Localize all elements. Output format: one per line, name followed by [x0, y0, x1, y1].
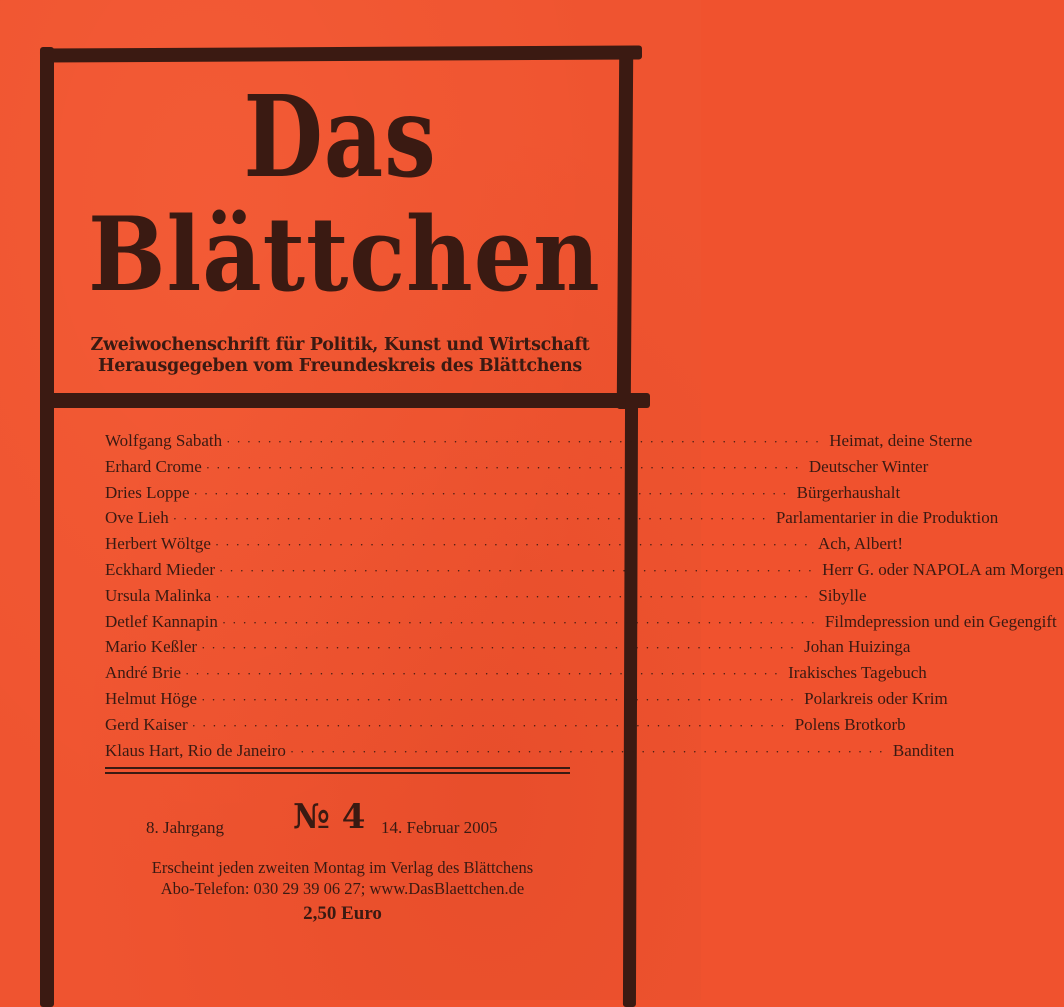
- frame-top-border: [40, 45, 642, 62]
- toc-author: Dries Loppe: [105, 482, 190, 502]
- toc-title: Banditen: [892, 740, 955, 760]
- toc-entry: [105, 663, 927, 689]
- toc-author: Gerd Kaiser: [105, 714, 188, 734]
- toc-entry: [105, 637, 911, 663]
- toc-author: Klaus Hart, Rio de Janeiro: [105, 740, 286, 760]
- toc-leader-dots: ··························································: [201, 691, 801, 707]
- toc-entry: [105, 431, 973, 457]
- toc-author: André Brie: [105, 663, 182, 683]
- toc-author: Detlef Kannapin: [105, 611, 218, 631]
- toc-leader-dots: ··························································: [205, 459, 805, 475]
- toc-entry: [105, 585, 867, 612]
- toc-leader-dots: ··························································: [221, 614, 821, 630]
- masthead-subtitle-line1: Zweiwochenschrift für Politik, Kunst und Wirtschaft: [90, 335, 590, 355]
- frame-left-border: [40, 47, 54, 1007]
- toc-author: Helmut Höge: [105, 688, 198, 708]
- toc-title: Irakisches Tagebuch: [788, 663, 927, 683]
- toc-title: Ach, Albert!: [818, 534, 903, 554]
- toc-entry: [105, 740, 955, 767]
- toc-leader-dots: ··························································: [289, 743, 889, 759]
- toc-leader-dots: ··························································: [185, 666, 785, 682]
- toc-title: Polens Brotkorb: [794, 714, 906, 734]
- frame-middle-border: [40, 393, 650, 408]
- toc-leader-dots: ··························································: [215, 588, 815, 604]
- toc-author: Ove Lieh: [105, 508, 169, 528]
- toc-author: Mario Keßler: [105, 637, 198, 657]
- toc-leader-dots: ··························································: [214, 537, 814, 553]
- issue-number: № 4: [293, 797, 366, 837]
- toc-title: Polarkreis oder Krim: [804, 688, 948, 708]
- issue-date: 14. Februar 2005: [381, 818, 498, 837]
- price-label: 2,50 Euro: [303, 903, 382, 924]
- toc-entry: [105, 482, 901, 509]
- toc-entry: [105, 714, 906, 741]
- toc-title: Filmdepression und ein Gegengift: [824, 611, 1057, 631]
- toc-title: Parlamentarier in die Produktion: [775, 508, 999, 528]
- toc-leader-dots: ··························································: [201, 640, 801, 656]
- toc-author: Ursula Malinka: [105, 585, 212, 605]
- toc-author: Erhard Crome: [105, 456, 202, 476]
- masthead-title-line1: Das: [243, 72, 437, 203]
- toc-entry: [105, 534, 903, 560]
- toc-author: Herbert Wöltge: [105, 534, 211, 554]
- toc-entry: [105, 611, 1057, 638]
- toc-leader-dots: ··························································: [191, 717, 791, 733]
- toc-author: Eckhard Mieder: [105, 559, 215, 579]
- toc-title: Bürgerhaushalt: [796, 482, 901, 502]
- table-of-contents: [105, 431, 1064, 766]
- toc-entry: [105, 559, 1064, 586]
- toc-leader-dots: ··························································: [193, 485, 793, 501]
- subscription-contact: Abo-Telefon: 030 29 39 06 27; www.DasBlaettchen.de: [160, 879, 525, 898]
- toc-author: Wolfgang Sabath: [105, 431, 223, 450]
- toc-title: Johan Huizinga: [804, 637, 911, 657]
- divider-rule-top: [105, 767, 570, 769]
- toc-title: Sibylle: [818, 585, 867, 605]
- masthead-title-line2: Blättchen: [88, 195, 601, 315]
- masthead-subtitle-line2: Herausgegeben vom Freundeskreis des Blättchens: [98, 356, 582, 376]
- toc-entry: [105, 508, 999, 534]
- toc-leader-dots: ··························································: [218, 562, 819, 578]
- toc-entry: [105, 688, 948, 715]
- toc-title: Deutscher Winter: [808, 456, 929, 476]
- toc-entry: [105, 456, 929, 483]
- toc-leader-dots: ··························································: [226, 434, 826, 449]
- volume-label: 8. Jahrgang: [146, 818, 225, 837]
- publication-note: Erscheint jeden zweiten Montag im Verlag des Blättchens: [151, 858, 534, 877]
- divider-rule-bottom: [105, 772, 570, 774]
- toc-title: Herr G. oder NAPOLA am Morgen: [822, 559, 1064, 579]
- toc-title: Heimat, deine Sterne: [829, 431, 973, 450]
- toc-leader-dots: ··························································: [172, 511, 772, 527]
